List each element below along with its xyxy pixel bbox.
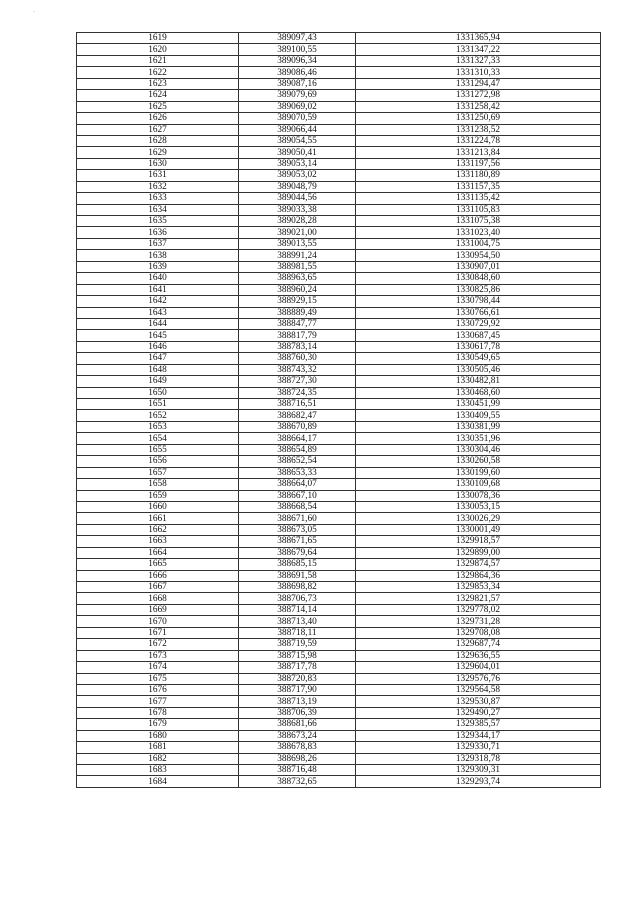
x-coordinate-cell: 389054,55 bbox=[239, 135, 356, 146]
table-row bbox=[77, 261, 601, 272]
table-row bbox=[77, 318, 601, 329]
x-coordinate-cell: 389079,69 bbox=[239, 90, 356, 101]
y-coordinate-cell: 1330848,60 bbox=[356, 273, 601, 284]
x-coordinate-cell: 388664,17 bbox=[239, 433, 356, 444]
x-coordinate-cell: 389086,46 bbox=[239, 67, 356, 78]
y-coordinate-cell: 1329899,00 bbox=[356, 547, 601, 558]
table-row bbox=[77, 616, 601, 627]
x-coordinate-cell: 388724,35 bbox=[239, 387, 356, 398]
table-row bbox=[77, 113, 601, 124]
y-coordinate-cell: 1329708,08 bbox=[356, 627, 601, 638]
table-row bbox=[77, 410, 601, 421]
y-coordinate-cell: 1330260,58 bbox=[356, 456, 601, 467]
y-coordinate-cell: 1329821,57 bbox=[356, 593, 601, 604]
point-number-cell: 1662 bbox=[77, 524, 239, 535]
table-row bbox=[77, 399, 601, 410]
y-coordinate-cell: 1330617,78 bbox=[356, 341, 601, 352]
x-coordinate-cell: 389097,43 bbox=[239, 33, 356, 44]
point-number-cell: 1645 bbox=[77, 330, 239, 341]
x-coordinate-cell: 389048,79 bbox=[239, 181, 356, 192]
table-row bbox=[77, 684, 601, 695]
x-coordinate-cell: 388670,89 bbox=[239, 421, 356, 432]
y-coordinate-cell: 1330451,99 bbox=[356, 399, 601, 410]
point-number-cell: 1654 bbox=[77, 433, 239, 444]
y-coordinate-cell: 1330954,50 bbox=[356, 250, 601, 261]
x-coordinate-cell: 388713,19 bbox=[239, 696, 356, 707]
y-coordinate-cell: 1329604,01 bbox=[356, 662, 601, 673]
table-row bbox=[77, 639, 601, 650]
point-number-cell: 1622 bbox=[77, 67, 239, 78]
y-coordinate-cell: 1331250,69 bbox=[356, 113, 601, 124]
table-row bbox=[77, 776, 601, 787]
y-coordinate-cell: 1329344,17 bbox=[356, 730, 601, 741]
table-row bbox=[77, 101, 601, 112]
point-number-cell: 1673 bbox=[77, 650, 239, 661]
point-number-cell: 1671 bbox=[77, 627, 239, 638]
point-number-cell: 1663 bbox=[77, 536, 239, 547]
table-row bbox=[77, 513, 601, 524]
point-number-cell: 1637 bbox=[77, 238, 239, 249]
point-number-cell: 1675 bbox=[77, 673, 239, 684]
x-coordinate-cell: 388671,65 bbox=[239, 536, 356, 547]
table-row bbox=[77, 90, 601, 101]
y-coordinate-cell: 1331327,33 bbox=[356, 55, 601, 66]
y-coordinate-cell: 1329309,31 bbox=[356, 765, 601, 776]
point-number-cell: 1668 bbox=[77, 593, 239, 604]
point-number-cell: 1621 bbox=[77, 55, 239, 66]
table-row bbox=[77, 44, 601, 55]
table-row bbox=[77, 582, 601, 593]
x-coordinate-cell: 388760,30 bbox=[239, 353, 356, 364]
point-number-cell: 1643 bbox=[77, 307, 239, 318]
point-number-cell: 1684 bbox=[77, 776, 239, 787]
table-row bbox=[77, 444, 601, 455]
point-number-cell: 1631 bbox=[77, 170, 239, 181]
table-row bbox=[77, 650, 601, 661]
point-number-cell: 1635 bbox=[77, 216, 239, 227]
x-coordinate-cell: 388727,30 bbox=[239, 376, 356, 387]
table-row bbox=[77, 284, 601, 295]
y-coordinate-cell: 1330505,46 bbox=[356, 364, 601, 375]
x-coordinate-cell: 388720,83 bbox=[239, 673, 356, 684]
point-number-cell: 1634 bbox=[77, 204, 239, 215]
y-coordinate-cell: 1329330,71 bbox=[356, 742, 601, 753]
y-coordinate-cell: 1331224,78 bbox=[356, 135, 601, 146]
table-row bbox=[77, 296, 601, 307]
x-coordinate-cell: 388717,90 bbox=[239, 684, 356, 695]
table-row bbox=[77, 467, 601, 478]
y-coordinate-cell: 1329576,76 bbox=[356, 673, 601, 684]
table-row bbox=[77, 570, 601, 581]
point-number-cell: 1625 bbox=[77, 101, 239, 112]
table-row bbox=[77, 55, 601, 66]
x-coordinate-cell: 388960,24 bbox=[239, 284, 356, 295]
x-coordinate-cell: 388679,64 bbox=[239, 547, 356, 558]
y-coordinate-cell: 1329918,57 bbox=[356, 536, 601, 547]
y-coordinate-cell: 1329874,57 bbox=[356, 559, 601, 570]
x-coordinate-cell: 389096,34 bbox=[239, 55, 356, 66]
y-coordinate-cell: 1330482,81 bbox=[356, 376, 601, 387]
x-coordinate-cell: 388685,15 bbox=[239, 559, 356, 570]
table-row bbox=[77, 376, 601, 387]
x-coordinate-cell: 389028,28 bbox=[239, 216, 356, 227]
x-coordinate-cell: 388732,65 bbox=[239, 776, 356, 787]
x-coordinate-cell: 388889,49 bbox=[239, 307, 356, 318]
table-row bbox=[77, 170, 601, 181]
y-coordinate-cell: 1329687,74 bbox=[356, 639, 601, 650]
point-number-cell: 1619 bbox=[77, 33, 239, 44]
table-row bbox=[77, 421, 601, 432]
y-coordinate-cell: 1329293,74 bbox=[356, 776, 601, 787]
table-row bbox=[77, 547, 601, 558]
point-number-cell: 1648 bbox=[77, 364, 239, 375]
point-number-cell: 1632 bbox=[77, 181, 239, 192]
table-row bbox=[77, 536, 601, 547]
table-row bbox=[77, 387, 601, 398]
table-row bbox=[77, 696, 601, 707]
point-number-cell: 1629 bbox=[77, 147, 239, 158]
y-coordinate-cell: 1330798,44 bbox=[356, 296, 601, 307]
point-number-cell: 1626 bbox=[77, 113, 239, 124]
x-coordinate-cell: 389033,38 bbox=[239, 204, 356, 215]
table-row bbox=[77, 273, 601, 284]
point-number-cell: 1656 bbox=[77, 456, 239, 467]
x-coordinate-cell: 389100,55 bbox=[239, 44, 356, 55]
x-coordinate-cell: 389021,00 bbox=[239, 227, 356, 238]
x-coordinate-cell: 388743,32 bbox=[239, 364, 356, 375]
x-coordinate-cell: 389070,59 bbox=[239, 113, 356, 124]
table-row bbox=[77, 490, 601, 501]
table-row bbox=[77, 719, 601, 730]
x-coordinate-cell: 388847,77 bbox=[239, 318, 356, 329]
y-coordinate-cell: 1331238,52 bbox=[356, 124, 601, 135]
point-number-cell: 1676 bbox=[77, 684, 239, 695]
x-coordinate-cell: 388667,10 bbox=[239, 490, 356, 501]
y-coordinate-cell: 1331157,35 bbox=[356, 181, 601, 192]
x-coordinate-cell: 388664,07 bbox=[239, 479, 356, 490]
x-coordinate-cell: 388783,14 bbox=[239, 341, 356, 352]
point-number-cell: 1642 bbox=[77, 296, 239, 307]
y-coordinate-cell: 1330409,55 bbox=[356, 410, 601, 421]
x-coordinate-cell: 388929,15 bbox=[239, 296, 356, 307]
table-row bbox=[77, 353, 601, 364]
y-coordinate-cell: 1330078,36 bbox=[356, 490, 601, 501]
x-coordinate-cell: 388716,48 bbox=[239, 765, 356, 776]
point-number-cell: 1653 bbox=[77, 421, 239, 432]
point-number-cell: 1628 bbox=[77, 135, 239, 146]
page-corner-mark: - bbox=[33, 8, 36, 15]
y-coordinate-cell: 1330001,49 bbox=[356, 524, 601, 535]
table-row bbox=[77, 216, 601, 227]
y-coordinate-cell: 1331294,47 bbox=[356, 78, 601, 89]
x-coordinate-cell: 388681,66 bbox=[239, 719, 356, 730]
point-number-cell: 1657 bbox=[77, 467, 239, 478]
coordinates-table-body bbox=[77, 33, 601, 788]
x-coordinate-cell: 388678,83 bbox=[239, 742, 356, 753]
x-coordinate-cell: 388653,33 bbox=[239, 467, 356, 478]
point-number-cell: 1681 bbox=[77, 742, 239, 753]
table-row bbox=[77, 364, 601, 375]
x-coordinate-cell: 389066,44 bbox=[239, 124, 356, 135]
point-number-cell: 1661 bbox=[77, 513, 239, 524]
y-coordinate-cell: 1330766,61 bbox=[356, 307, 601, 318]
table-row bbox=[77, 341, 601, 352]
table-row bbox=[77, 158, 601, 169]
point-number-cell: 1649 bbox=[77, 376, 239, 387]
point-number-cell: 1650 bbox=[77, 387, 239, 398]
point-number-cell: 1630 bbox=[77, 158, 239, 169]
table-row bbox=[77, 181, 601, 192]
y-coordinate-cell: 1331197,56 bbox=[356, 158, 601, 169]
point-number-cell: 1641 bbox=[77, 284, 239, 295]
x-coordinate-cell: 389069,02 bbox=[239, 101, 356, 112]
table-row bbox=[77, 33, 601, 44]
point-number-cell: 1636 bbox=[77, 227, 239, 238]
point-number-cell: 1620 bbox=[77, 44, 239, 55]
table-row bbox=[77, 204, 601, 215]
y-coordinate-cell: 1330381,99 bbox=[356, 421, 601, 432]
y-coordinate-cell: 1329564,58 bbox=[356, 684, 601, 695]
y-coordinate-cell: 1329530,87 bbox=[356, 696, 601, 707]
point-number-cell: 1624 bbox=[77, 90, 239, 101]
point-number-cell: 1647 bbox=[77, 353, 239, 364]
y-coordinate-cell: 1330199,60 bbox=[356, 467, 601, 478]
x-coordinate-cell: 388698,26 bbox=[239, 753, 356, 764]
point-number-cell: 1651 bbox=[77, 399, 239, 410]
point-number-cell: 1672 bbox=[77, 639, 239, 650]
x-coordinate-cell: 388706,39 bbox=[239, 707, 356, 718]
point-number-cell: 1680 bbox=[77, 730, 239, 741]
coordinates-table bbox=[76, 32, 601, 788]
y-coordinate-cell: 1331180,89 bbox=[356, 170, 601, 181]
table-row bbox=[77, 765, 601, 776]
y-coordinate-cell: 1329318,78 bbox=[356, 753, 601, 764]
table-row bbox=[77, 730, 601, 741]
y-coordinate-cell: 1331004,75 bbox=[356, 238, 601, 249]
x-coordinate-cell: 389044,56 bbox=[239, 193, 356, 204]
x-coordinate-cell: 388706,73 bbox=[239, 593, 356, 604]
x-coordinate-cell: 388682,47 bbox=[239, 410, 356, 421]
point-number-cell: 1638 bbox=[77, 250, 239, 261]
point-number-cell: 1644 bbox=[77, 318, 239, 329]
point-number-cell: 1679 bbox=[77, 719, 239, 730]
point-number-cell: 1658 bbox=[77, 479, 239, 490]
x-coordinate-cell: 389053,14 bbox=[239, 158, 356, 169]
y-coordinate-cell: 1329853,34 bbox=[356, 582, 601, 593]
y-coordinate-cell: 1330053,15 bbox=[356, 501, 601, 512]
y-coordinate-cell: 1329864,36 bbox=[356, 570, 601, 581]
x-coordinate-cell: 388714,14 bbox=[239, 604, 356, 615]
table-row bbox=[77, 433, 601, 444]
point-number-cell: 1627 bbox=[77, 124, 239, 135]
y-coordinate-cell: 1330304,46 bbox=[356, 444, 601, 455]
point-number-cell: 1660 bbox=[77, 501, 239, 512]
table-row bbox=[77, 662, 601, 673]
y-coordinate-cell: 1331135,42 bbox=[356, 193, 601, 204]
x-coordinate-cell: 388963,65 bbox=[239, 273, 356, 284]
table-row bbox=[77, 501, 601, 512]
y-coordinate-cell: 1331258,42 bbox=[356, 101, 601, 112]
x-coordinate-cell: 388817,79 bbox=[239, 330, 356, 341]
table-row bbox=[77, 124, 601, 135]
y-coordinate-cell: 1330825,86 bbox=[356, 284, 601, 295]
y-coordinate-cell: 1331310,33 bbox=[356, 67, 601, 78]
y-coordinate-cell: 1329385,57 bbox=[356, 719, 601, 730]
table-row bbox=[77, 147, 601, 158]
y-coordinate-cell: 1331347,22 bbox=[356, 44, 601, 55]
point-number-cell: 1655 bbox=[77, 444, 239, 455]
table-row bbox=[77, 593, 601, 604]
table-row bbox=[77, 753, 601, 764]
x-coordinate-cell: 388671,60 bbox=[239, 513, 356, 524]
y-coordinate-cell: 1329731,28 bbox=[356, 616, 601, 627]
x-coordinate-cell: 388691,58 bbox=[239, 570, 356, 581]
table-row bbox=[77, 307, 601, 318]
table-row bbox=[77, 67, 601, 78]
y-coordinate-cell: 1330109,68 bbox=[356, 479, 601, 490]
point-number-cell: 1639 bbox=[77, 261, 239, 272]
table-row bbox=[77, 524, 601, 535]
point-number-cell: 1623 bbox=[77, 78, 239, 89]
y-coordinate-cell: 1330468,60 bbox=[356, 387, 601, 398]
point-number-cell: 1678 bbox=[77, 707, 239, 718]
x-coordinate-cell: 389050,41 bbox=[239, 147, 356, 158]
table-row bbox=[77, 250, 601, 261]
table-row bbox=[77, 742, 601, 753]
point-number-cell: 1669 bbox=[77, 604, 239, 615]
point-number-cell: 1670 bbox=[77, 616, 239, 627]
x-coordinate-cell: 388719,59 bbox=[239, 639, 356, 650]
y-coordinate-cell: 1331272,98 bbox=[356, 90, 601, 101]
x-coordinate-cell: 388981,55 bbox=[239, 261, 356, 272]
y-coordinate-cell: 1330729,92 bbox=[356, 318, 601, 329]
table-row bbox=[77, 135, 601, 146]
point-number-cell: 1682 bbox=[77, 753, 239, 764]
x-coordinate-cell: 389013,55 bbox=[239, 238, 356, 249]
x-coordinate-cell: 389087,16 bbox=[239, 78, 356, 89]
y-coordinate-cell: 1330549,65 bbox=[356, 353, 601, 364]
point-number-cell: 1652 bbox=[77, 410, 239, 421]
table-row bbox=[77, 78, 601, 89]
x-coordinate-cell: 388991,24 bbox=[239, 250, 356, 261]
x-coordinate-cell: 388673,05 bbox=[239, 524, 356, 535]
y-coordinate-cell: 1331023,40 bbox=[356, 227, 601, 238]
point-number-cell: 1646 bbox=[77, 341, 239, 352]
y-coordinate-cell: 1331105,83 bbox=[356, 204, 601, 215]
y-coordinate-cell: 1330351,96 bbox=[356, 433, 601, 444]
point-number-cell: 1659 bbox=[77, 490, 239, 501]
point-number-cell: 1667 bbox=[77, 582, 239, 593]
x-coordinate-cell: 388713,40 bbox=[239, 616, 356, 627]
point-number-cell: 1664 bbox=[77, 547, 239, 558]
x-coordinate-cell: 388717,78 bbox=[239, 662, 356, 673]
x-coordinate-cell: 388668,54 bbox=[239, 501, 356, 512]
y-coordinate-cell: 1331365,94 bbox=[356, 33, 601, 44]
y-coordinate-cell: 1331075,38 bbox=[356, 216, 601, 227]
point-number-cell: 1640 bbox=[77, 273, 239, 284]
point-number-cell: 1677 bbox=[77, 696, 239, 707]
table-row bbox=[77, 227, 601, 238]
point-number-cell: 1633 bbox=[77, 193, 239, 204]
x-coordinate-cell: 388718,11 bbox=[239, 627, 356, 638]
x-coordinate-cell: 388716,51 bbox=[239, 399, 356, 410]
x-coordinate-cell: 388654,89 bbox=[239, 444, 356, 455]
x-coordinate-cell: 388652,54 bbox=[239, 456, 356, 467]
table-row bbox=[77, 456, 601, 467]
table-row bbox=[77, 627, 601, 638]
x-coordinate-cell: 389053,02 bbox=[239, 170, 356, 181]
y-coordinate-cell: 1331213,84 bbox=[356, 147, 601, 158]
table-row bbox=[77, 604, 601, 615]
table-row bbox=[77, 559, 601, 570]
x-coordinate-cell: 388715,98 bbox=[239, 650, 356, 661]
y-coordinate-cell: 1330026,29 bbox=[356, 513, 601, 524]
table-row bbox=[77, 238, 601, 249]
point-number-cell: 1665 bbox=[77, 559, 239, 570]
x-coordinate-cell: 388673,24 bbox=[239, 730, 356, 741]
y-coordinate-cell: 1330687,45 bbox=[356, 330, 601, 341]
point-number-cell: 1666 bbox=[77, 570, 239, 581]
table-row bbox=[77, 479, 601, 490]
y-coordinate-cell: 1329778,02 bbox=[356, 604, 601, 615]
y-coordinate-cell: 1329636,55 bbox=[356, 650, 601, 661]
x-coordinate-cell: 388698,82 bbox=[239, 582, 356, 593]
table-row bbox=[77, 707, 601, 718]
point-number-cell: 1683 bbox=[77, 765, 239, 776]
table-row bbox=[77, 673, 601, 684]
y-coordinate-cell: 1329490,27 bbox=[356, 707, 601, 718]
y-coordinate-cell: 1330907,01 bbox=[356, 261, 601, 272]
table-row bbox=[77, 330, 601, 341]
table-row bbox=[77, 193, 601, 204]
point-number-cell: 1674 bbox=[77, 662, 239, 673]
